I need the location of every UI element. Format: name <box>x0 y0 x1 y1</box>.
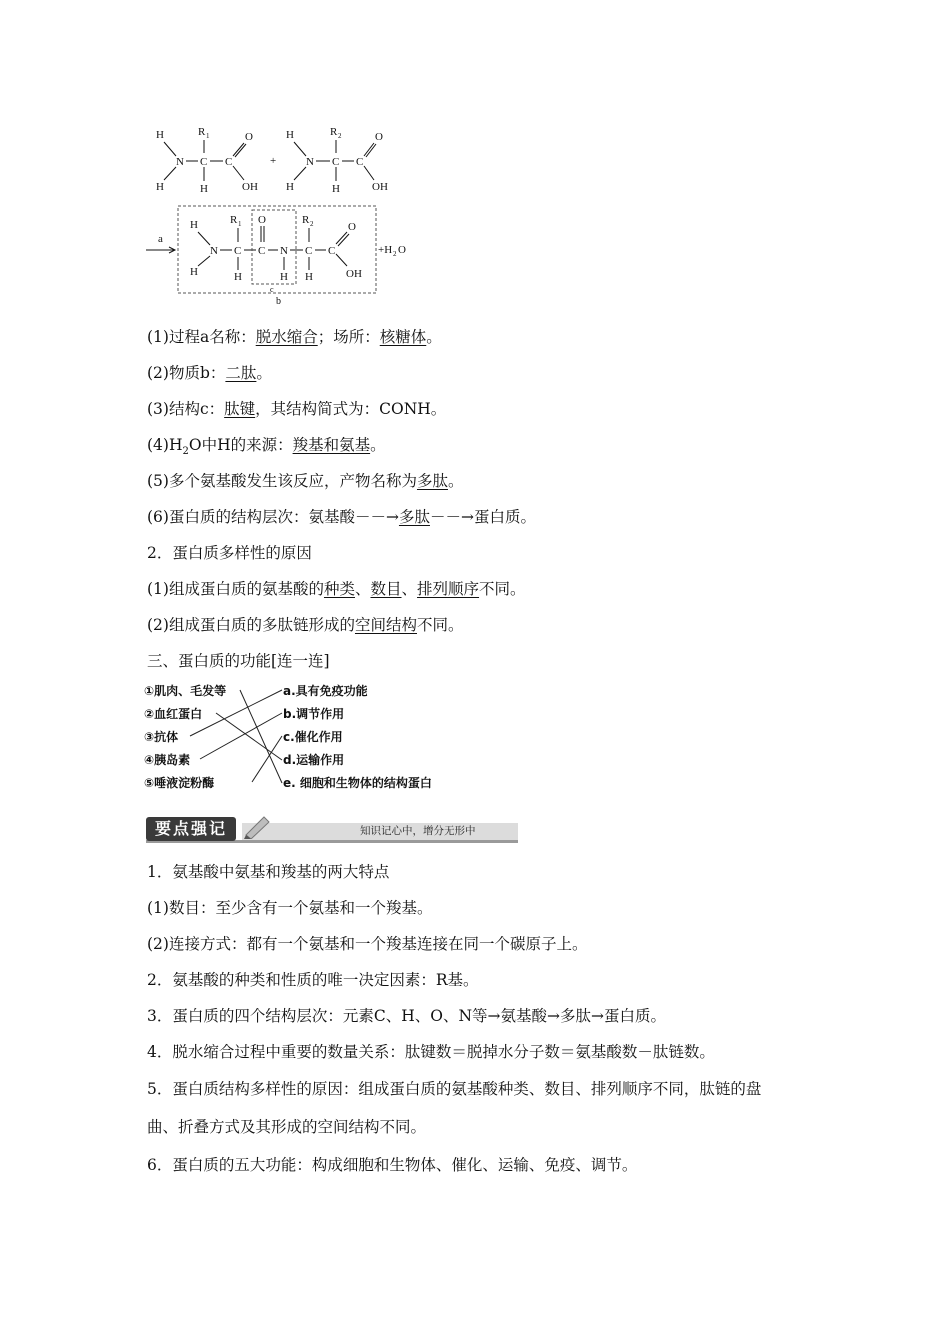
plus-sign: + <box>270 155 277 167</box>
diversity-reason-1: (1)组成蛋白质的氨基酸的种类、数目、排列顺序不同。 <box>147 580 526 598</box>
match-right-e: e. 细胞和生物体的结构蛋白 <box>283 776 432 790</box>
pencil-icon <box>242 813 272 839</box>
aa2-n: N <box>306 156 314 168</box>
answer-ribosome: 核糖体 <box>379 328 427 346</box>
point-5: 5．蛋白质结构多样性的原因：组成蛋白质的氨基酸种类、数目、排列顺序不同，肽链的盘 <box>147 1080 762 1098</box>
match-right-a: a.具有免疫功能 <box>283 684 368 698</box>
banner-title: 要点强记 <box>146 817 236 841</box>
point-5-cont: 曲、折叠方式及其形成的空间结构不同。 <box>147 1118 427 1136</box>
point-6: 6．蛋白质的五大功能：构成细胞和生物体、催化、运输、免疫、调节。 <box>147 1156 638 1174</box>
question-2: (2)物质b：二肽。 <box>147 364 272 382</box>
label-c: c <box>270 285 274 294</box>
aa1-c1: C <box>200 156 208 168</box>
dehydration-condensation-diagram <box>140 120 430 310</box>
aa2-r-sub: 2 <box>338 132 342 140</box>
label-b: b <box>276 296 281 307</box>
dp-r1: R <box>230 214 238 226</box>
point-3: 3．蛋白质的四个结构层次：元素C、H、O、N等→氨基酸→多肽→蛋白质。 <box>147 1007 666 1025</box>
point-1: 1．氨基酸中氨基和羧基的两大特点 <box>147 863 390 881</box>
aa2-c1: C <box>332 156 340 168</box>
dp-h5: H <box>305 271 313 283</box>
section-3-title: 三、蛋白质的功能[连一连] <box>147 652 330 670</box>
match-left-4: ④胰岛素 <box>144 753 191 767</box>
match-left-1: ①肌肉、毛发等 <box>144 684 227 698</box>
question-1: (1)过程a名称：脱水缩合；场所：核糖体。 <box>147 328 442 346</box>
aa2-h2: H <box>286 181 294 193</box>
aa1-h1: H <box>156 129 164 141</box>
match-left-2: ②血红蛋白 <box>144 707 203 721</box>
answer-carboxyl-amino: 羧基和氨基 <box>292 436 371 454</box>
key-points-banner <box>146 813 518 845</box>
dp-h2: H <box>190 266 198 278</box>
question-5: (5)多个氨基酸发生该反应，产物名称为多肽。 <box>147 472 464 490</box>
point-1-2: (2)连接方式：都有一个氨基和一个羧基连接在同一个碳原子上。 <box>147 935 588 953</box>
aa2-h1: H <box>286 129 294 141</box>
water-sub: 2 <box>393 250 397 258</box>
answer-polypeptide: 多肽 <box>416 472 448 490</box>
water-o: O <box>398 244 406 256</box>
answer-peptide-bond: 肽键 <box>224 400 256 418</box>
question-3: (3)结构c：肽键，其结构简式为：CONH。 <box>147 400 447 418</box>
dp-n1: N <box>210 245 218 257</box>
aa2-oh: OH <box>372 181 388 193</box>
diversity-reason-2: (2)组成蛋白质的多肽链形成的空间结构不同。 <box>147 616 464 634</box>
dp-o2: O <box>348 221 356 233</box>
aa1-o: O <box>245 131 253 143</box>
section-2-title: 2．蛋白质多样性的原因 <box>147 544 312 562</box>
point-1-1: (1)数目：至少含有一个氨基和一个羧基。 <box>147 899 433 917</box>
dp-r2: R <box>302 214 310 226</box>
arrow-label-a: a <box>158 233 163 245</box>
aa2-h3: H <box>332 183 340 195</box>
match-right-b: b.调节作用 <box>283 707 345 721</box>
dp-r2-sub: 2 <box>310 220 314 228</box>
dp-c2: C <box>258 245 266 257</box>
aa1-r: R <box>198 126 206 138</box>
match-right-d: d.运输作用 <box>283 753 345 767</box>
match-left-5: ⑤唾液淀粉酶 <box>144 776 215 790</box>
dp-o1: O <box>258 214 266 226</box>
dp-n2: N <box>280 245 288 257</box>
aa1-r-sub: 1 <box>206 132 210 140</box>
dp-c4: C <box>328 245 336 257</box>
match-right-c: c.催化作用 <box>283 730 343 744</box>
aa2-o: O <box>375 131 383 143</box>
aa2-r: R <box>330 126 338 138</box>
aa1-c2: C <box>225 156 233 168</box>
dp-c1: C <box>234 245 242 257</box>
point-2: 2．氨基酸的种类和性质的唯一决定因素：R基。 <box>147 971 479 989</box>
aa1-h2: H <box>156 181 164 193</box>
question-4: $(4)H_2O$中H的来源：羧基和氨基。 <box>147 436 386 458</box>
aa1-oh: OH <box>242 181 258 193</box>
question-6: (6)蛋白质的结构层次：氨基酸－－→多肽－－→蛋白质。 <box>147 508 536 526</box>
answer-polypeptide-2: 多肽 <box>398 508 430 526</box>
dp-h3: H <box>234 271 242 283</box>
dp-h1: H <box>190 219 198 231</box>
answer-dipeptide: 二肽 <box>225 364 257 382</box>
dp-r1-sub: 1 <box>238 220 242 228</box>
function-matching-exercise <box>142 680 452 792</box>
banner-slogan: 知识记心中，增分无形中 <box>360 825 476 837</box>
dp-c3: C <box>305 245 313 257</box>
aa1-h3: H <box>200 183 208 195</box>
answer-dehydration-condensation: 脱水缩合 <box>255 328 318 346</box>
dp-oh: OH <box>346 268 362 280</box>
point-4: 4．脱水缩合过程中重要的数量关系：肽键数＝脱掉水分子数＝氨基酸数－肽链数。 <box>147 1043 715 1061</box>
aa2-c2: C <box>356 156 364 168</box>
aa1-n: N <box>176 156 184 168</box>
match-left-3: ③抗体 <box>144 730 179 744</box>
water-plus-h: +H <box>378 244 393 256</box>
dp-h4: H <box>280 271 288 283</box>
